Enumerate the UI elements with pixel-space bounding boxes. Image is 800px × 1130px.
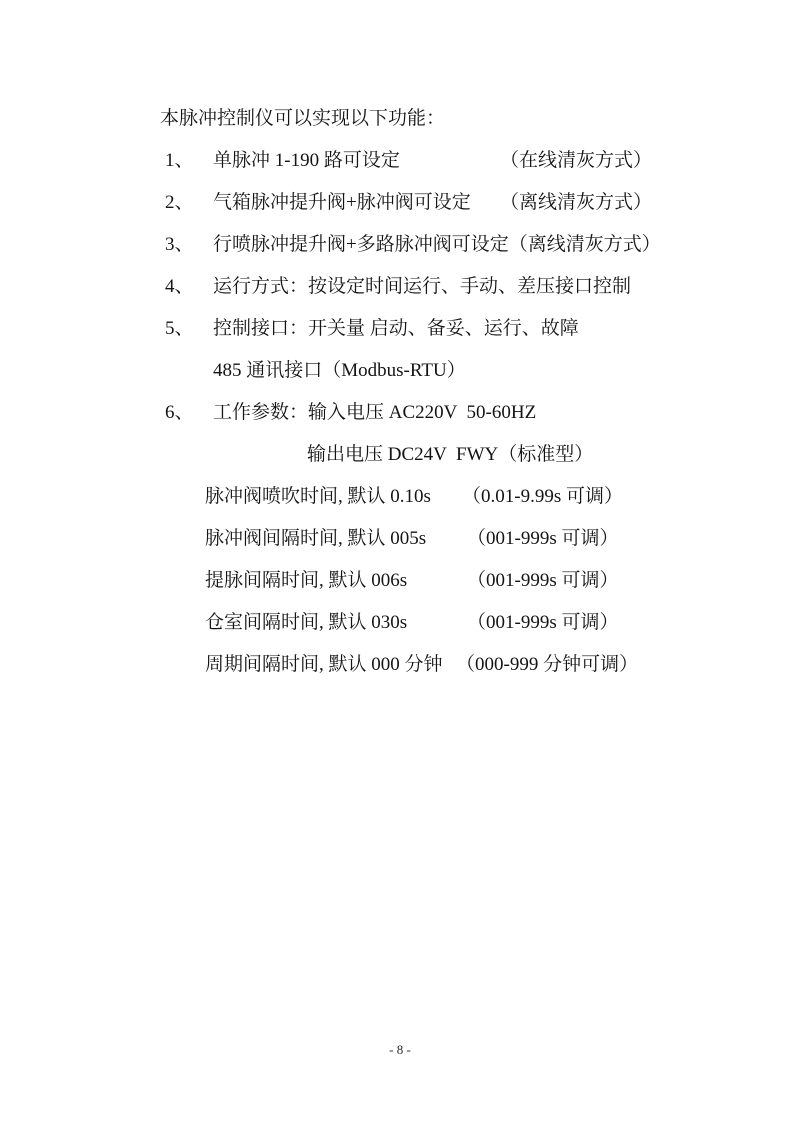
param-note: （001-999s 可调） [467, 570, 619, 591]
list-item-5-continuation [0, 359, 800, 385]
param-line-1 [0, 485, 800, 511]
param-note: （0.01-9.99s 可调） [462, 486, 623, 507]
list-item-text: 控制接口：开关量 启动、备妥、运行、故障 [213, 318, 579, 339]
param-text: 脉冲阀喷吹时间, 默认 0.10s [205, 486, 431, 507]
list-item-number: 5、 [165, 318, 194, 339]
list-item-number: 3、 [165, 234, 194, 255]
param-text: 仓室间隔时间, 默认 030s [205, 612, 408, 633]
document-heading: 本脉冲控制仪可以实现以下功能： [160, 108, 446, 129]
document-heading-line [0, 107, 800, 133]
param-text: 提脉间隔时间, 默认 006s [205, 570, 408, 591]
list-item-6 [0, 401, 800, 427]
param-text: 周期间隔时间, 默认 000 分钟 [205, 654, 443, 675]
list-item-text: 485 通讯接口（Modbus-RTU） [213, 360, 466, 381]
list-item-note: （在线清灰方式） [500, 150, 653, 171]
list-item-2 [0, 191, 800, 217]
list-item-number: 1、 [165, 150, 194, 171]
param-line-2 [0, 527, 800, 553]
list-item-text: 行喷脉冲提升阀+多路脉冲阀可设定（离线清灰方式） [213, 234, 661, 255]
list-item-note: （离线清灰方式） [500, 192, 653, 213]
list-item-5 [0, 317, 800, 343]
param-note: （001-999s 可调） [467, 528, 619, 549]
list-item-number: 6、 [165, 402, 194, 423]
list-item-6-continuation [0, 443, 800, 469]
list-item-text: 输出电压 DC24V FWY（标准型） [307, 444, 594, 465]
list-item-text: 工作参数：输入电压 AC220V 50-60HZ [213, 402, 537, 423]
list-item-3 [0, 233, 800, 259]
param-line-5 [0, 653, 800, 679]
param-line-4 [0, 611, 800, 637]
list-item-1 [0, 149, 800, 175]
list-item-text: 气箱脉冲提升阀+脉冲阀可设定 [213, 192, 471, 213]
list-item-number: 2、 [165, 192, 194, 213]
param-text: 脉冲阀间隔时间, 默认 005s [205, 528, 427, 549]
list-item-number: 4、 [165, 276, 194, 297]
param-note: （000-999 分钟可调） [456, 654, 639, 675]
list-item-4 [0, 275, 800, 301]
param-line-3 [0, 569, 800, 595]
page-number: - 8 - [389, 1042, 411, 1057]
param-note: （001-999s 可调） [467, 612, 619, 633]
list-item-text: 单脉冲 1-190 路可设定 [213, 150, 400, 171]
list-item-text: 运行方式：按设定时间运行、手动、差压接口控制 [213, 276, 632, 297]
